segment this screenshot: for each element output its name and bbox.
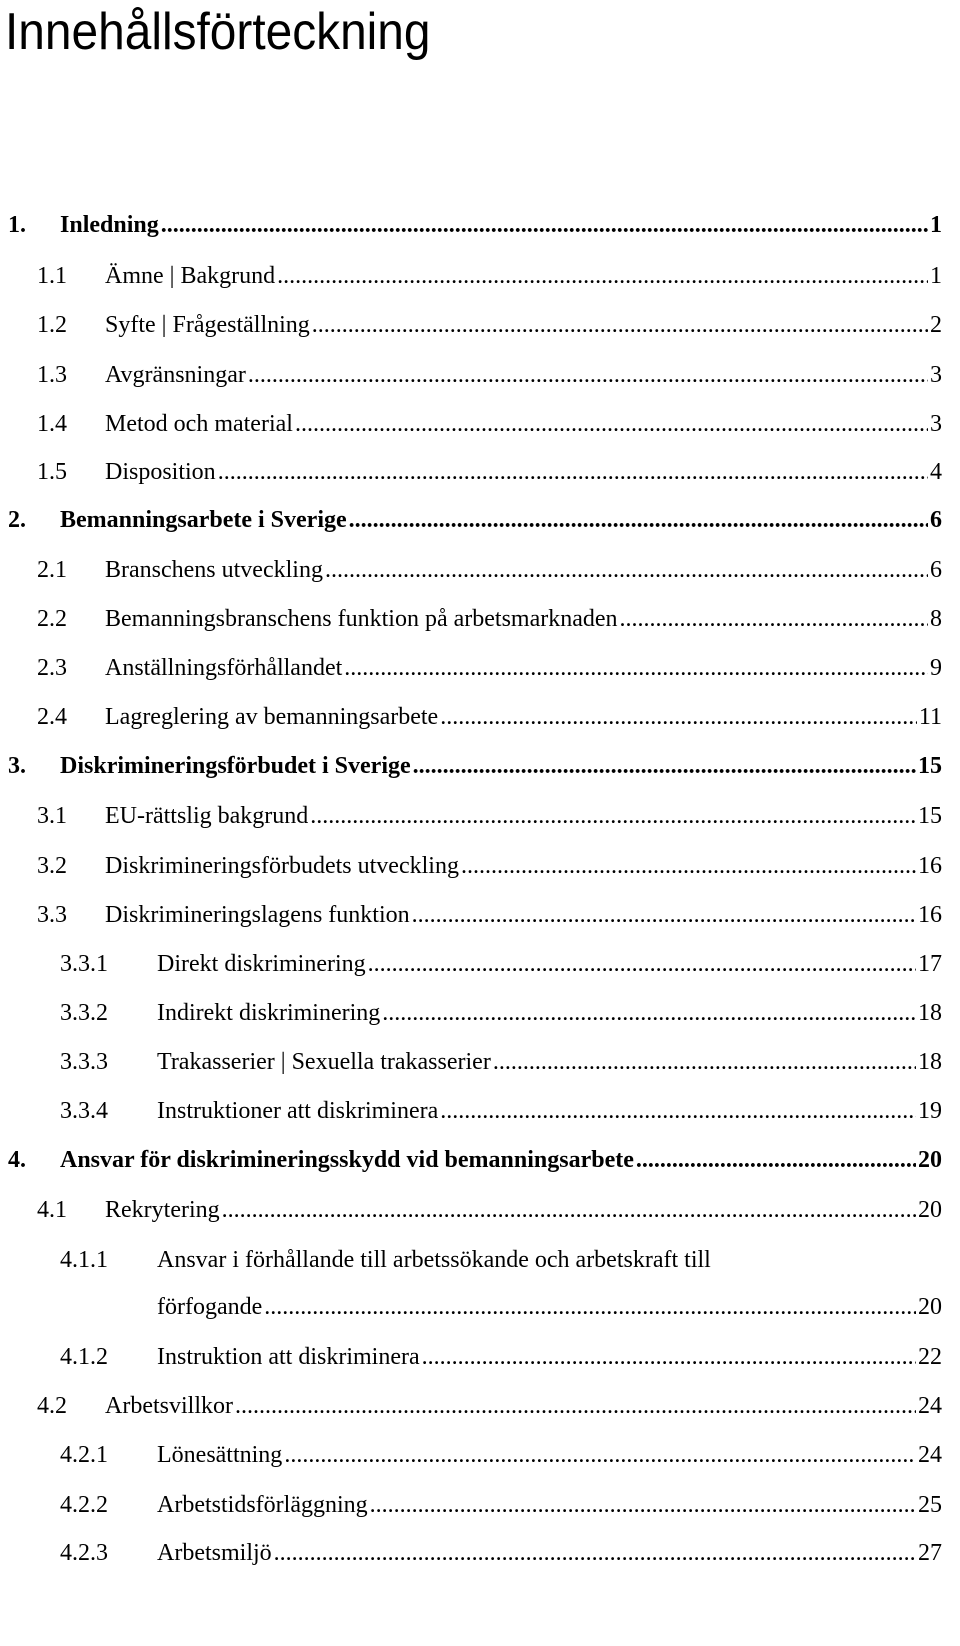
toc-entry-title (105, 259, 275, 293)
toc-entry-page: 27 (918, 1540, 942, 1566)
toc-entry-page: 6 (930, 507, 942, 533)
dot-leader (310, 799, 916, 833)
toc-entry-number: 2.2 (37, 606, 67, 632)
dot-leader (284, 1438, 916, 1472)
toc-entry-title-part: Bakgrund (180, 263, 276, 289)
toc-entry-title: Arbetstidsförläggning (157, 1492, 368, 1518)
dot-leader (325, 553, 928, 587)
toc-entry-3-3-3[interactable] (0, 1045, 960, 1079)
toc-entry-page: 15 (918, 753, 942, 779)
toc-entry-title: Direkt diskriminering (157, 951, 366, 977)
page-title: Innehållsförteckning (5, 3, 431, 61)
toc-entry-title: Arbetsvillkor (105, 1393, 233, 1419)
toc-entry-number: 2.4 (37, 704, 67, 730)
dot-leader (636, 1143, 916, 1177)
toc-entry-page: 9 (930, 655, 942, 681)
toc-entry-number: 2. (8, 507, 26, 533)
toc-entry-number: 4.2.1 (60, 1442, 108, 1468)
toc-entry-title: Lagreglering av bemanningsarbete (105, 704, 439, 730)
toc-entry-title: Instruktion att diskriminera (157, 1344, 420, 1370)
toc-entry-title: Diskrimineringslagens funktion (105, 902, 410, 928)
toc-entry-1-4[interactable] (0, 407, 960, 441)
toc-entry-4-2-3[interactable] (0, 1536, 960, 1570)
dot-leader (218, 455, 928, 489)
dot-leader (370, 1488, 916, 1522)
toc-entry-4-1-1-number-holder (0, 1243, 960, 1277)
toc-entry-number: 4.1.1 (60, 1247, 108, 1273)
toc-entry-number: 4.2.3 (60, 1540, 108, 1566)
toc-entry-number: 1.5 (37, 459, 67, 485)
toc-entry-4-1-1[interactable] (0, 1290, 960, 1324)
toc-entry-page: 2 (930, 312, 942, 338)
toc-entry-title-part: Trakasserier (157, 1049, 275, 1075)
dot-leader (413, 749, 916, 783)
dot-leader (248, 358, 928, 392)
toc-entry-number: 1.1 (37, 263, 67, 289)
dot-leader (161, 208, 928, 242)
dot-leader (222, 1193, 916, 1227)
toc-entry-3-3-2[interactable] (0, 996, 960, 1030)
dot-leader (368, 947, 916, 981)
separator-bar: | (169, 263, 175, 289)
dot-leader (440, 1094, 916, 1128)
dot-leader (312, 308, 928, 342)
toc-entry-page: 20 (918, 1197, 942, 1223)
toc-entry-3-3-4[interactable] (0, 1094, 960, 1128)
toc-entry-number: 3.1 (37, 803, 67, 829)
dot-leader (277, 259, 928, 293)
dot-leader (349, 503, 928, 537)
toc-entry-title: Bemanningsarbete i Sverige (60, 507, 347, 533)
toc-entry-page: 25 (918, 1492, 942, 1518)
toc-entry-title: Arbetsmiljö (157, 1540, 272, 1566)
toc-entry-page: 24 (918, 1442, 942, 1468)
toc-entry-1-5[interactable] (0, 455, 960, 489)
toc-entry-number: 2.3 (37, 655, 67, 681)
toc-entry-number: 2.1 (37, 557, 67, 583)
toc-entry-title: Ansvar för diskrimineringsskydd vid bemanningsarbete (60, 1147, 634, 1173)
toc-entry-title-continuation: förfogande (157, 1294, 263, 1320)
dot-leader (382, 996, 916, 1030)
toc-entry-4-1-2[interactable] (0, 1340, 960, 1374)
toc-entry-number: 3.3 (37, 902, 67, 928)
toc-entry-page: 3 (930, 411, 942, 437)
toc-entry-4-2-2[interactable] (0, 1488, 960, 1522)
toc-entry-title: Rekrytering (105, 1197, 220, 1223)
toc-entry-1-2[interactable] (0, 308, 960, 342)
toc-entry-page: 4 (930, 459, 942, 485)
toc-entry-title: Metod och material (105, 411, 293, 437)
toc-entry-page: 8 (930, 606, 942, 632)
toc-entry-title: Bemanningsbranschens funktion på arbetsmarknaden (105, 606, 618, 632)
toc-entry-4-1[interactable] (0, 1193, 960, 1227)
toc-entry-number: 1.4 (37, 411, 67, 437)
toc-entry-number: 4.1.2 (60, 1344, 108, 1370)
toc-entry-title: Diskrimineringsförbudet i Sverige (60, 753, 411, 779)
dot-leader (295, 407, 928, 441)
toc-entry-number: 1.2 (37, 312, 67, 338)
toc-entry-page: 19 (918, 1098, 942, 1124)
toc-entry-3-1[interactable] (0, 799, 960, 833)
toc-entry-title: EU-rättslig bakgrund (105, 803, 309, 829)
toc-entry-number: 4.2.2 (60, 1492, 108, 1518)
toc-entry-number: 4. (8, 1147, 26, 1173)
toc-entry-chapter-2[interactable] (0, 503, 960, 537)
dot-leader (461, 849, 916, 883)
dot-leader (422, 1340, 916, 1374)
dot-leader (344, 651, 928, 685)
toc-entry-3-3-1[interactable] (0, 947, 960, 981)
toc-entry-number: 1.3 (37, 362, 67, 388)
separator-bar: | (280, 1049, 286, 1075)
toc-entry-page: 20 (918, 1147, 942, 1173)
toc-entry-page: 16 (918, 853, 942, 879)
toc-entry-2-4[interactable] (0, 700, 960, 734)
toc-entry-title (105, 308, 310, 342)
toc-entry-1-1[interactable] (0, 259, 960, 293)
toc-entry-number: 3. (8, 753, 26, 779)
toc-entry-3-3[interactable] (0, 898, 960, 932)
toc-entry-2-3[interactable] (0, 651, 960, 685)
toc-entry-number: 3.3.1 (60, 951, 108, 977)
toc-entry-page: 22 (918, 1344, 942, 1370)
toc-entry-title: Instruktioner att diskriminera (157, 1098, 439, 1124)
toc-entry-3-2[interactable] (0, 849, 960, 883)
toc-entry-1-3[interactable] (0, 358, 960, 392)
toc-entry-title: Lönesättning (157, 1442, 283, 1468)
toc-entry-page: 11 (918, 704, 942, 730)
toc-entry-number: 3.3.4 (60, 1098, 108, 1124)
toc-entry-page: 1 (930, 263, 942, 289)
toc-entry-4-2-1[interactable] (0, 1438, 960, 1472)
toc-entry-chapter-1[interactable] (0, 208, 960, 242)
toc-entry-title (157, 1045, 491, 1079)
toc-entry-title: Inledning (60, 212, 159, 238)
toc-entry-title-part: Syfte (105, 312, 156, 338)
toc-entry-page: 1 (930, 212, 942, 238)
toc-entry-4-2[interactable] (0, 1389, 960, 1423)
toc-entry-title-part: Ämne (105, 263, 164, 289)
toc-entry-title: Disposition (105, 459, 216, 485)
toc-entry-number: 3.3.2 (60, 1000, 108, 1026)
dot-leader (440, 700, 917, 734)
toc-entry-title-part: Frågeställning (172, 312, 310, 338)
toc-entry-number: 4.2 (37, 1393, 67, 1419)
dot-leader (264, 1290, 916, 1324)
toc-entry-page: 20 (918, 1294, 942, 1320)
dot-leader (274, 1536, 916, 1570)
toc-entry-2-1[interactable] (0, 553, 960, 587)
dot-leader (235, 1389, 916, 1423)
toc-entry-number: 4.1 (37, 1197, 67, 1223)
dot-leader (620, 602, 928, 636)
toc-entry-2-2[interactable] (0, 602, 960, 636)
toc-entry-page: 17 (918, 951, 942, 977)
toc-entry-title-part: Sexuella trakasserier (291, 1049, 491, 1075)
separator-bar: | (161, 312, 167, 338)
toc-entry-title: Indirekt diskriminering (157, 1000, 381, 1026)
toc-entry-title: Branschens utveckling (105, 557, 323, 583)
toc-entry-title: Ansvar i förhållande till arbetssökande och arbetskraft till (157, 1247, 711, 1273)
toc-entry-number: 3.2 (37, 853, 67, 879)
toc-entry-number: 3.3.3 (60, 1049, 108, 1075)
toc-entry-title: Anställningsförhållandet (105, 655, 343, 681)
dot-leader (412, 898, 916, 932)
toc-entry-chapter-3[interactable] (0, 749, 960, 783)
toc-entry-page: 18 (918, 1000, 942, 1026)
toc-entry-page: 24 (918, 1393, 942, 1419)
toc-entry-chapter-4[interactable] (0, 1143, 960, 1177)
toc-entry-page: 15 (918, 803, 942, 829)
toc-entry-page: 16 (918, 902, 942, 928)
toc-entry-title: Diskrimineringsförbudets utveckling (105, 853, 459, 879)
toc-entry-title: Avgränsningar (105, 362, 246, 388)
dot-leader (493, 1045, 916, 1079)
toc-entry-page: 3 (930, 362, 942, 388)
toc-entry-page: 18 (918, 1049, 942, 1075)
toc-entry-page: 6 (930, 557, 942, 583)
toc-entry-number: 1. (8, 212, 26, 238)
